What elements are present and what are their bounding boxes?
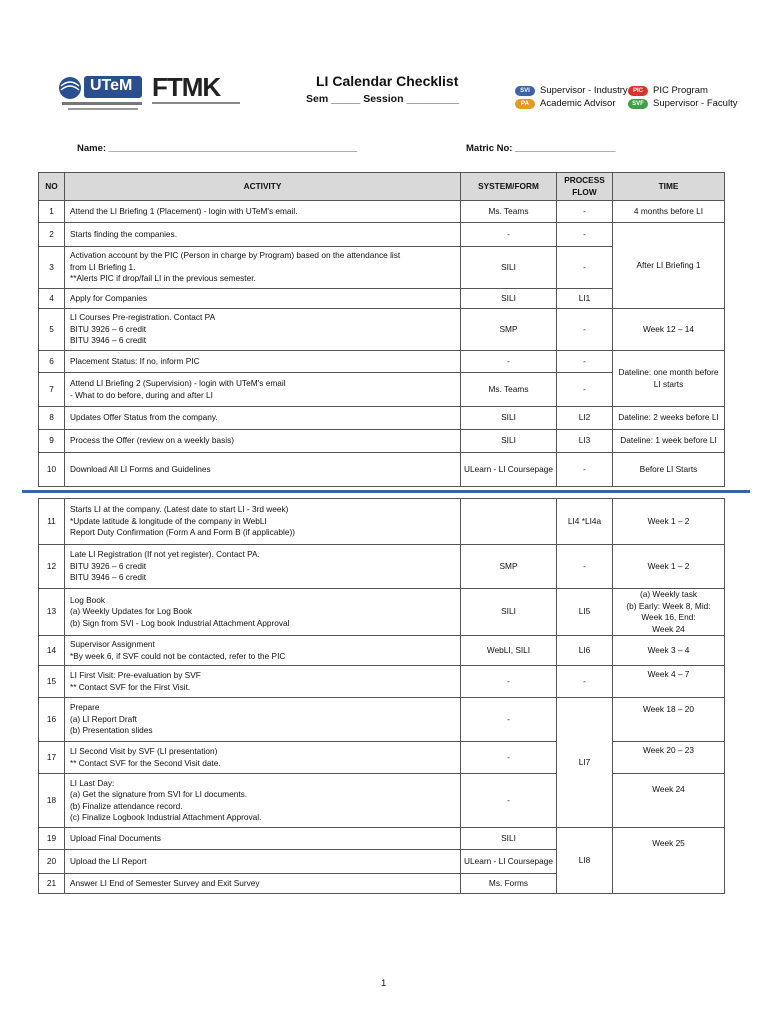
row-no: 19 [39,828,65,850]
row-process: - [557,247,613,289]
row-no: 3 [39,247,65,289]
activity-line: Upload Final Documents [70,832,161,843]
checklist-table-part2 [38,498,725,894]
row-process: - [557,666,613,698]
activity-line: from LI Briefing 1. [70,261,136,272]
row-activity [65,636,461,666]
table-row [39,698,725,742]
row-no: 16 [39,698,65,742]
utem-logo [58,70,146,114]
activity-line: LI Courses Pre-registration. Contact PA [70,312,216,323]
row-process: LI8 [557,828,613,894]
row-system: - [461,698,557,742]
table-row [39,430,725,453]
row-system: ULearn - LI Coursepage [461,453,557,487]
row-system: SILI [461,407,557,430]
row-process: LI2 [557,407,613,430]
row-process: - [557,351,613,373]
table-row [39,636,725,666]
row-process: - [557,453,613,487]
legend-pic-badge: PIC [628,86,648,96]
row-system: SMP [461,309,557,351]
activity-line: Updates Offer Status from the company. [70,412,218,423]
col-no: NO [39,173,65,201]
table-row [39,351,725,373]
activity-line: Placement Status: If no, inform PIC [70,355,200,366]
activity-line: Prepare [70,702,100,713]
table-row [39,453,725,487]
row-no: 4 [39,289,65,309]
legend-pic [628,85,708,96]
activity-line: Attend LI Briefing 2 (Supervision) - login with UTeM's email [70,378,286,388]
row-no: 17 [39,742,65,774]
activity-line: Report Duty Confirmation (Form A and Form B (if applicable)) [70,527,296,538]
row-activity [65,351,461,373]
col-process: PROCESS FLOW [557,173,613,201]
legend-svf [628,98,737,109]
activity-line: LI Second Visit by SVF (LI presentation) [70,746,218,756]
table-row [39,309,725,351]
legend-svf-badge: SVF [628,99,648,109]
col-activity: ACTIVITY [65,173,461,201]
row-no: 20 [39,850,65,874]
activity-line: Answer LI End of Semester Survey and Exit Survey [70,877,260,888]
row-time: Week 25 [613,828,725,894]
row-activity [65,698,461,742]
row-time: Dateline: one month before LI starts [613,351,725,407]
activity-line: Attend the LI Briefing 1 (Placement) - login with UTeM's email. [70,205,298,216]
row-no: 2 [39,223,65,247]
time-line: (a) Weekly task [639,589,698,599]
row-no: 11 [39,499,65,545]
time-line: Week 24 [652,623,685,634]
row-no: 14 [39,636,65,666]
col-system: SYSTEM/FORM [461,173,557,201]
row-no: 10 [39,453,65,487]
row-activity [65,453,461,487]
activity-line: Starts LI at the company. (Latest date to start LI - 3rd week) [70,504,289,515]
row-activity [65,666,461,698]
row-time: Week 4 – 7 [613,666,725,698]
table-row [39,742,725,774]
activity-line: Late LI Registration (If not yet register). Contact PA. [70,549,260,560]
col-time: TIME [613,173,725,201]
row-no: 6 [39,351,65,373]
activity-line: Starts finding the companies. [70,228,177,239]
matric-field[interactable]: Matric No: ___________________ [466,143,616,154]
legend-pic-label: PIC Program [653,85,708,96]
row-activity [65,742,461,774]
row-time: Dateline: 2 weeks before LI [613,407,725,430]
row-no: 8 [39,407,65,430]
row-activity [65,223,461,247]
activity-line: *Update latitude & longitude of the company in WebLI [70,515,267,526]
row-time: Dateline: 1 week before LI [613,430,725,453]
row-system: SILI [461,247,557,289]
activity-line: Process the Offer (review on a weekly basis) [70,435,235,446]
row-process: LI4 *LI4a [557,499,613,545]
row-system [461,499,557,545]
row-process: LI1 [557,289,613,309]
legend-pa-label: Academic Advisor [540,98,616,109]
row-no: 7 [39,373,65,407]
row-system: SMP [461,545,557,589]
row-no: 21 [39,874,65,894]
table-row [39,589,725,636]
activity-line: **Alerts PIC if drop/fail LI in the previous semester. [70,273,256,284]
row-time: Week 3 – 4 [613,636,725,666]
row-activity [65,430,461,453]
table-row [39,499,725,545]
activity-line: LI First Visit: Pre-evaluation by SVF [70,670,201,680]
row-system: SILI [461,589,557,636]
row-process: LI7 [557,698,613,828]
row-system: SILI [461,430,557,453]
page-number: 1 [381,978,387,989]
row-no: 5 [39,309,65,351]
row-time: Week 24 [613,774,725,828]
row-activity [65,407,461,430]
activity-line: ** Contact SVF for the First Visit. [70,681,191,692]
legend-svf-label: Supervisor - Faculty [653,98,738,109]
row-process: LI3 [557,430,613,453]
utem-logo-text: UTeM [90,77,133,94]
row-activity [65,774,461,828]
row-no: 13 [39,589,65,636]
activity-line: ** Contact SVF for the Second Visit date. [70,757,221,768]
row-process: - [557,309,613,351]
activity-line: BITU 3926 – 6 credit [70,560,147,571]
row-system: - [461,774,557,828]
row-activity [65,589,461,636]
legend-svi [515,85,628,96]
row-activity [65,373,461,407]
activity-line: Apply for Companies [70,292,148,303]
activity-line: (a) Get the signature from SVI for LI documents. [70,789,248,799]
row-process: LI5 [557,589,613,636]
legend-svi-label: Supervisor - Industry [540,85,628,96]
activity-line: - What to do before, during and after LI [70,389,213,400]
row-time: Week 12 – 14 [613,309,725,351]
ftmk-logo-text: FTMK [152,72,221,102]
row-time: Week 20 – 23 [613,742,725,774]
row-process: LI6 [557,636,613,666]
row-no: 18 [39,774,65,828]
row-time [613,589,725,636]
row-time: 4 months before LI [613,201,725,223]
row-process: - [557,201,613,223]
ftmk-logo [152,72,242,110]
row-system: ULearn - LI Coursepage [461,850,557,874]
row-system: SILI [461,828,557,850]
row-activity [65,289,461,309]
row-system: SILI [461,289,557,309]
activity-line: (a) LI Report Draft [70,713,137,724]
legend-pa [515,98,616,109]
row-system: WebLI, SILI [461,636,557,666]
name-field[interactable]: Name: _______________________________________________ [77,143,357,154]
activity-line: (b) Sign from SVI - Log book Industrial Attachment Approval [70,617,290,628]
row-time: Before LI Starts [613,453,725,487]
row-time: Week 1 – 2 [613,499,725,545]
row-activity [65,874,461,894]
row-system: Ms. Forms [461,874,557,894]
section-divider [22,490,750,493]
activity-line: *By week 6, if SVF could not be contacted, refer to the PIC [70,650,286,661]
activity-line: (c) Finalize Logbook Industrial Attachment Approval. [70,812,262,822]
activity-line: BITU 3946 – 6 credit [70,572,147,583]
row-activity [65,499,461,545]
activity-line: Upload the LI Report [70,855,147,866]
activity-line: (a) Weekly Updates for Log Book [70,606,193,617]
table-row [39,223,725,247]
activity-line: Download All LI Forms and Guidelines [70,463,211,474]
row-time: Week 18 – 20 [613,698,725,742]
row-system: - [461,742,557,774]
row-activity [65,201,461,223]
page-title: LI Calendar Checklist [316,73,459,89]
row-no: 15 [39,666,65,698]
legend-svi-badge: SVI [515,86,535,96]
row-no: 12 [39,545,65,589]
sem-session-field: Sem _____ Session _________ [306,93,459,105]
table-row [39,828,725,850]
table-row [39,407,725,430]
legend-pa-badge: PA [515,99,535,109]
activity-line: BITU 3946 – 6 credit [70,335,147,346]
checklist-table-part1 [38,172,725,487]
table-row [39,201,725,223]
row-system: - [461,351,557,373]
activity-line: BITU 3926 – 6 credit [70,323,147,334]
row-activity [65,850,461,874]
row-time: Week 1 – 2 [613,545,725,589]
row-process: - [557,373,613,407]
row-system: - [461,666,557,698]
row-process: - [557,545,613,589]
activity-line: LI Last Day: [70,777,115,788]
table-row [39,774,725,828]
row-activity [65,247,461,289]
row-time: After LI Briefing 1 [613,223,725,309]
row-no: 1 [39,201,65,223]
activity-line: (b) Finalize attendance record. [70,800,183,811]
row-system: Ms. Teams [461,201,557,223]
row-activity [65,309,461,351]
table-row [39,666,725,698]
activity-line: (b) Presentation slides [70,725,153,736]
table-row [39,545,725,589]
row-system: Ms. Teams [461,373,557,407]
row-activity [65,545,461,589]
row-no: 9 [39,430,65,453]
time-line: (b) Early: Week 8, Mid: Week 16, End: [626,600,711,622]
activity-line: Supervisor Assignment [70,639,155,649]
activity-line: Activation account by the PIC (Person in charge by Program) based on the attendance list [70,250,401,261]
row-activity [65,828,461,850]
activity-line: Log Book [70,594,106,605]
row-system: - [461,223,557,247]
row-process: - [557,223,613,247]
